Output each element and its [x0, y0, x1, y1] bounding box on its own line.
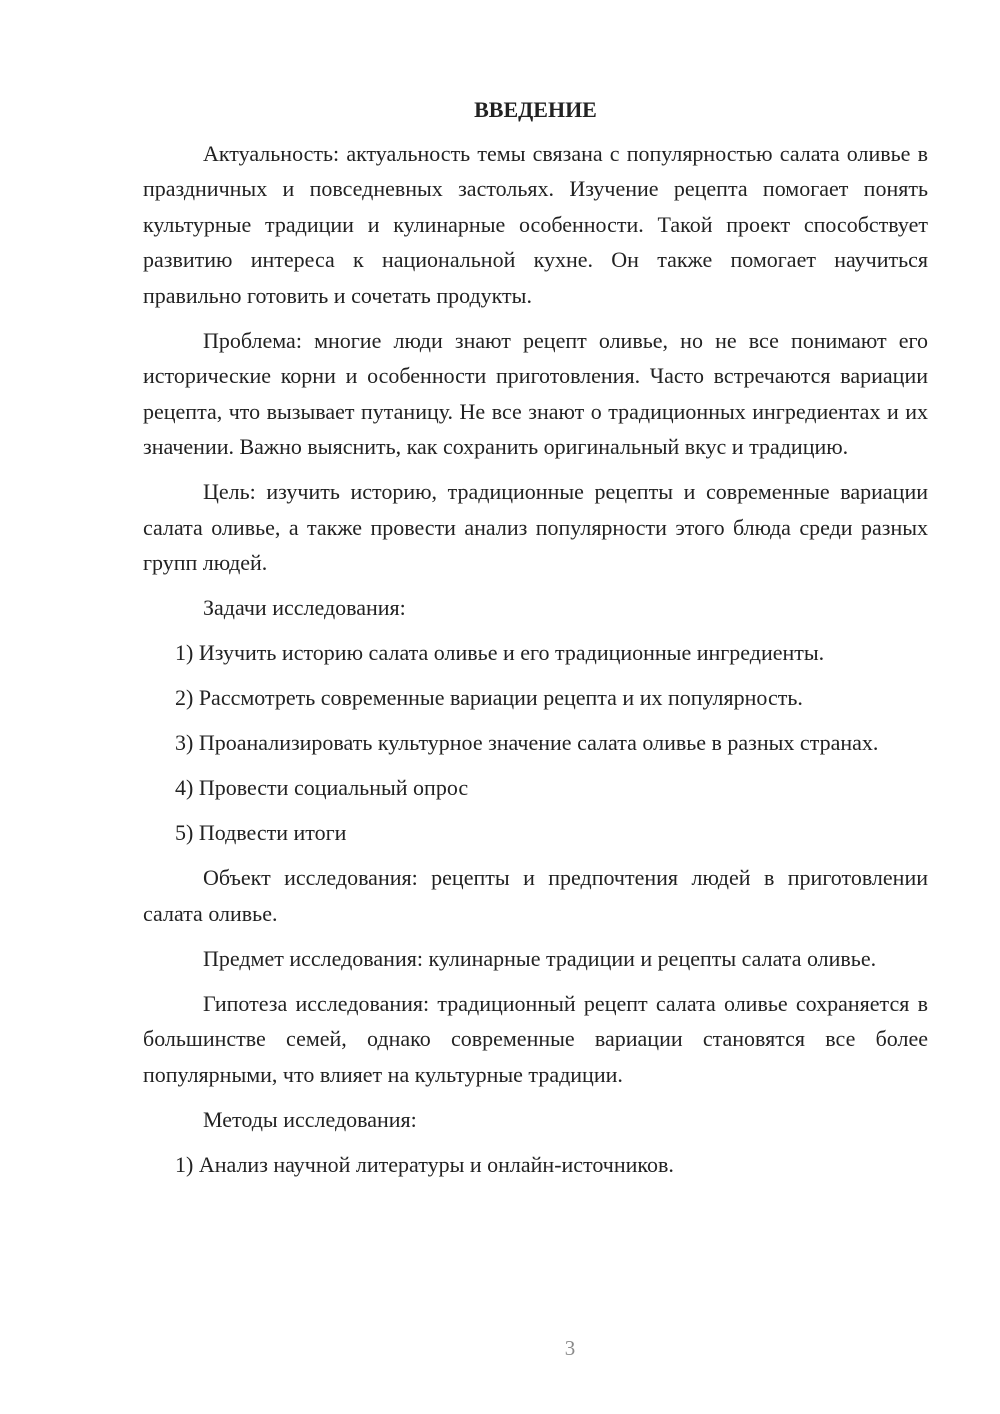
- task-item-4: 4) Провести социальный опрос: [175, 775, 469, 800]
- methods-heading: Методы исследования:: [203, 1106, 417, 1132]
- page-number: 3: [564, 1336, 576, 1360]
- subject-paragraph: Предмет исследования: кулинарные традиции и рецепты салата оливье.: [203, 945, 877, 971]
- task-item-5: 5) Подвести итоги: [175, 820, 347, 845]
- method-item-1: 1) Анализ научной литературы и онлайн-источников.: [175, 1151, 674, 1177]
- task-item-1: 1) Изучить историю салата оливье и его традиционные ингредиенты.: [175, 640, 825, 665]
- problem-paragraph: Проблема: многие люди знают рецепт оливье, но не все понимают его исторические корни и особенности приготовления. Часто встречаются вариации рецепта, что вызывает путаницу. Не все знают о традиционных ингредиентах и их значении. Важно выяснить, как сохранить оригинальный вкус и традицию.: [143, 327, 928, 459]
- document-page: [143, 92, 928, 1192]
- task-item-3: 3) Проанализировать культурное значение салата оливье в разных странах.: [175, 730, 879, 755]
- page-title: ВВЕДЕНИЕ: [474, 97, 597, 122]
- goal-paragraph: Цель: изучить историю, традиционные рецепты и современные вариации салата оливье, а также провести анализ популярности этого блюда среди разных групп людей.: [143, 479, 928, 575]
- hypothesis-paragraph: Гипотеза исследования: традиционный рецепт салата оливье сохраняется в большинстве семей, однако современные вариации становятся все более популярными, что влияет на культурные традиции.: [143, 990, 928, 1087]
- tasks-heading: Задачи исследования:: [203, 595, 406, 620]
- relevance-paragraph: Актуальность: актуальность темы связана с популярностью салата оливье в праздничных и повседневных застольях. Изучение рецепта помогает понять культурные традиции и кулинарные особенности. Такой проект способствует развитию интереса к национальной кухне. Он также помогает научиться правильно готовить и сочетать продукты.: [143, 140, 928, 308]
- object-paragraph: Объект исследования: рецепты и предпочтения людей в приготовлении салата оливье.: [143, 865, 928, 926]
- task-item-2: 2) Рассмотреть современные вариации рецепта и их популярность.: [175, 685, 803, 710]
